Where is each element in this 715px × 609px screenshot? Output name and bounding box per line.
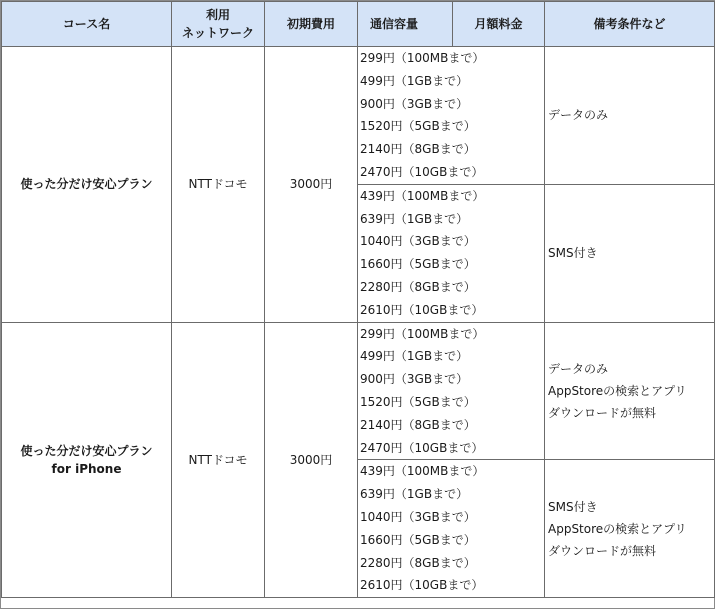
course-name-cell <box>2 322 172 598</box>
header-network <box>172 2 265 47</box>
price-item: 900円（3GBまで） <box>360 372 469 387</box>
header-monthly-fee: 月額料金 <box>453 2 545 47</box>
price-list-cell <box>358 47 545 185</box>
price-item: 299円（100MBまで） <box>360 326 485 341</box>
initial-fee-cell: 3000円 <box>265 47 358 323</box>
price-item: 1040円（3GBまで） <box>360 509 476 524</box>
note-line: データのみ <box>548 361 609 376</box>
header-network-line1: 利用 <box>205 8 230 22</box>
header-initial-fee: 初期費用 <box>265 2 358 47</box>
header-notes: 備考条件など <box>545 2 715 47</box>
note-line: SMS付き <box>548 246 598 261</box>
price-item: 1040円（3GBまで） <box>360 234 476 249</box>
price-list-cell <box>358 322 545 460</box>
price-item: 1520円（5GBまで） <box>360 119 476 134</box>
price-item: 1660円（5GBまで） <box>360 257 476 272</box>
note-line: SMS付き <box>548 499 598 514</box>
header-row <box>2 2 715 47</box>
notes-cell <box>545 322 715 460</box>
price-item: 499円（1GBまで） <box>360 349 469 364</box>
initial-fee-cell: 3000円 <box>265 322 358 598</box>
price-item: 2280円（8GBまで） <box>360 555 476 570</box>
plan-table <box>1 1 715 598</box>
header-course: コース名 <box>2 2 172 47</box>
price-item: 2140円（8GBまで） <box>360 417 476 432</box>
price-item: 299円（100MBまで） <box>360 51 485 65</box>
course-name: 使った分だけ安心プラン <box>20 177 153 192</box>
price-item: 439円（100MBまで） <box>360 188 485 203</box>
network-cell: NTTドコモ <box>172 47 265 323</box>
course-name-cell <box>2 47 172 323</box>
header-capacity: 通信容量 <box>358 2 453 47</box>
course-name: 使った分だけ安心プラン <box>20 443 153 458</box>
price-item: 2470円（10GBまで） <box>360 440 484 455</box>
table-row <box>2 47 715 185</box>
price-list-cell <box>358 184 545 322</box>
price-item: 1660円（5GBまで） <box>360 532 476 547</box>
note-line: ダウンロードが無料 <box>548 543 657 558</box>
course-name-suffix: for iPhone <box>51 461 122 476</box>
network-cell: NTTドコモ <box>172 322 265 598</box>
price-item: 2610円（10GBまで） <box>360 578 484 593</box>
note-line: AppStoreの検索とアプリ <box>548 383 687 398</box>
price-item: 1520円（5GBまで） <box>360 394 476 409</box>
price-list-cell <box>358 460 545 598</box>
price-item: 2280円（8GBまで） <box>360 279 476 294</box>
price-item: 639円（1GBまで） <box>360 211 469 226</box>
note-line: ダウンロードが無料 <box>548 405 657 420</box>
table-row <box>2 322 715 460</box>
notes-cell <box>545 47 715 185</box>
note-line: AppStoreの検索とアプリ <box>548 521 687 536</box>
price-item: 639円（1GBまで） <box>360 487 469 502</box>
price-item: 2470円（10GBまで） <box>360 164 484 179</box>
price-item: 2140円（8GBまで） <box>360 142 476 157</box>
notes-cell <box>545 184 715 322</box>
price-item: 499円（1GBまで） <box>360 73 469 88</box>
price-item: 439円（100MBまで） <box>360 464 485 479</box>
note-line: データのみ <box>548 108 609 123</box>
notes-cell <box>545 460 715 598</box>
price-item: 2610円（10GBまで） <box>360 302 484 317</box>
price-item: 900円（3GBまで） <box>360 96 469 111</box>
header-network-line2: ネットワーク <box>181 26 254 40</box>
